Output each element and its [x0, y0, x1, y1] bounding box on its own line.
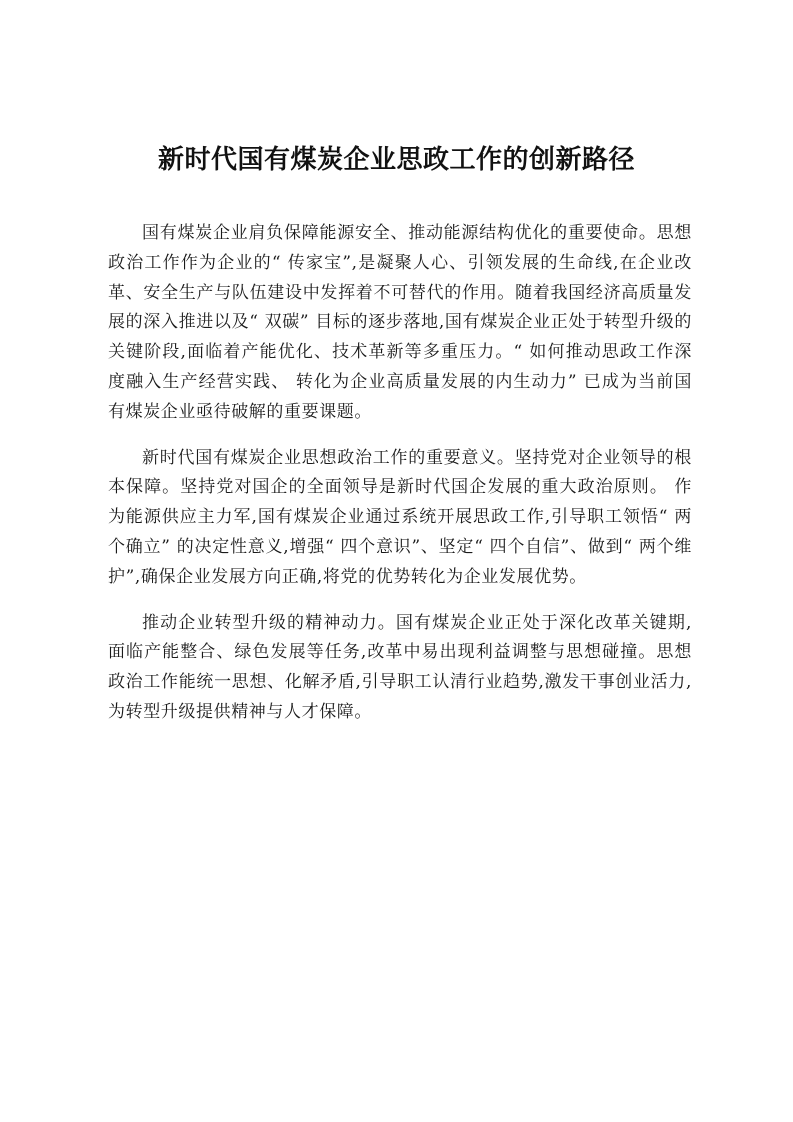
document-title: 新时代国有煤炭企业思政工作的创新路径: [157, 145, 635, 175]
paragraph-1: 国有煤炭企业肩负保障能源安全、推动能源结构优化的重要使命。思想政治工作作为企业的“ 传家宝”,是凝聚人心、引领发展的生命线,在企业改革、安全生产与队伍建设中发挥着不可替代的作用。随着我国经济高质量发展的深入推进以及“ 双碳” 目标的逐步落地,国有煤炭企业正处于转型升级的关键阶段,面临着产能优化、技术革新等多重压力。“ 如何推动思政工作深度融入生产经营实践、 转化为企业高质量发展的内生动力” 已成为当前国有煤炭企业亟待破解的重要课题。: [108, 223, 692, 422]
document-body: [108, 219, 692, 744]
paragraph-2: 新时代国有煤炭企业思想政治工作的重要意义。坚持党对企业领导的根本保障。坚持党对国企的全面领导是新时代国企发展的重大政治原则。 作为能源供应主力军,国有煤炭企业通过系统开展思政工作,引导职工领悟“ 两个确立” 的决定性意义,增强“ 四个意识”、坚定“ 四个自信”、做到“ 两个维护”,确保企业发展方向正确,将党的优势转化为企业发展优势。: [108, 447, 692, 587]
paragraph-3: 推动企业转型升级的精神动力。国有煤炭企业正处于深化改革关键期,面临产能整合、绿色发展等任务,改革中易出现利益调整与思想碰撞。思想政治工作能统一思想、化解矛盾,引导职工认清行业趋势,激发干事创业活力,为转型升级提供精神与人才保障。: [108, 612, 692, 722]
